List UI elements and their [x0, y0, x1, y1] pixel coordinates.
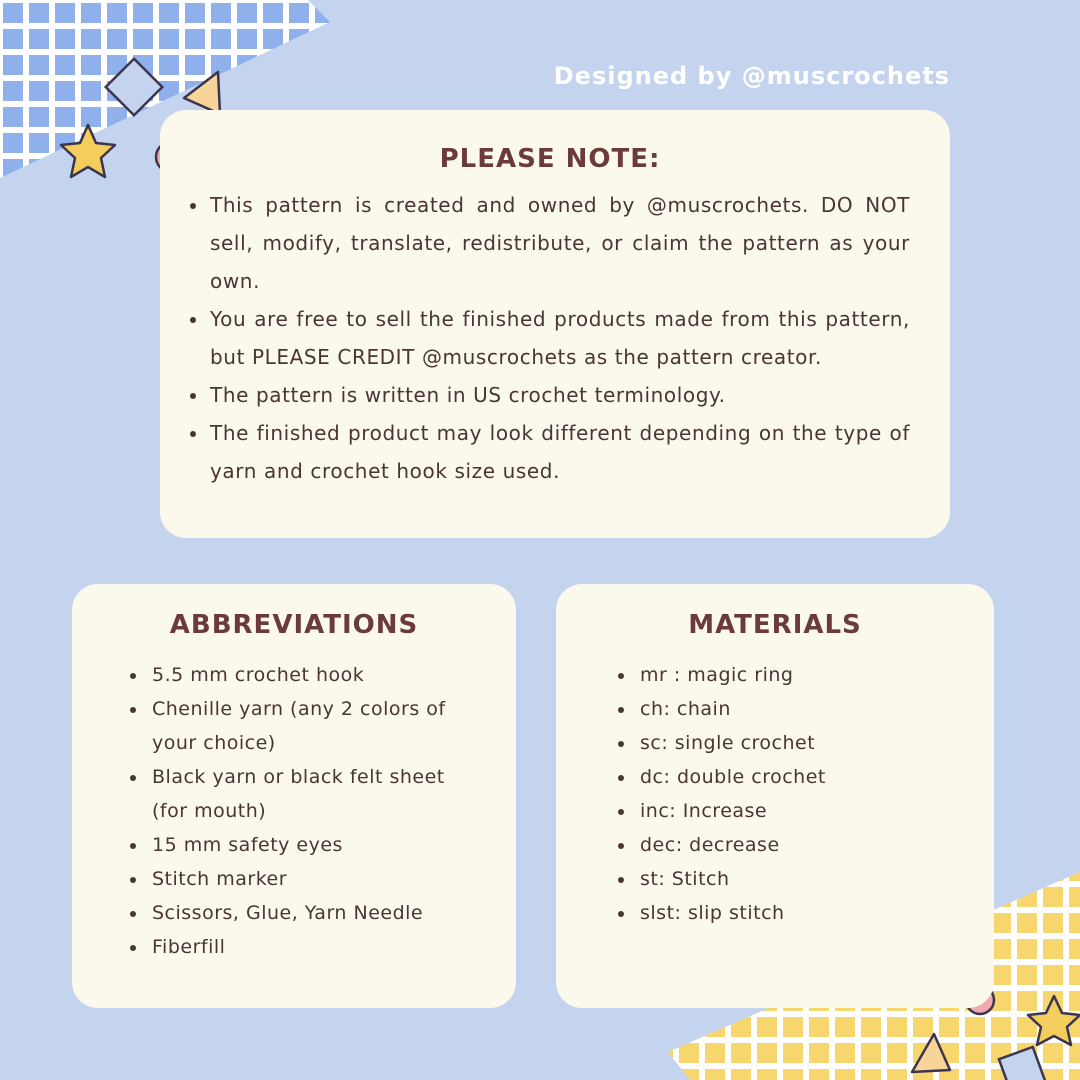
note-item: You are free to sell the finished products made from this pattern, but PLEASE CREDIT @muscrochets as the pattern creator.: [190, 300, 910, 376]
note-list: [190, 186, 910, 490]
abbreviation-item: Fiberfill: [130, 930, 486, 964]
abbreviations-title: ABBREVIATIONS: [169, 610, 419, 640]
please-note-card: [160, 110, 950, 538]
material-item: ch: chain: [618, 692, 964, 726]
note-item: The finished product may look different depending on the type of yarn and crochet hook size used.: [190, 414, 910, 490]
abbreviation-item: 5.5 mm crochet hook: [130, 658, 486, 692]
materials-card: [556, 584, 994, 1008]
material-item: sc: single crochet: [618, 726, 964, 760]
please-note-title: PLEASE NOTE:: [439, 144, 661, 174]
note-item: This pattern is created and owned by @muscrochets. DO NOT sell, modify, translate, redistribute, or claim the pattern as your own.: [190, 186, 910, 300]
designer-credit: Designed by @muscrochets: [553, 62, 950, 90]
material-item: dc: double crochet: [618, 760, 964, 794]
abbreviation-item: Scissors, Glue, Yarn Needle: [130, 896, 486, 930]
material-item: dec: decrease: [618, 828, 964, 862]
material-item: mr : magic ring: [618, 658, 964, 692]
abbreviation-item: Stitch marker: [130, 862, 486, 896]
material-item: inc: Increase: [618, 794, 964, 828]
materials-list: [618, 658, 964, 930]
material-item: slst: slip stitch: [618, 896, 964, 930]
note-item: The pattern is written in US crochet terminology.: [190, 376, 910, 414]
material-item: st: Stitch: [618, 862, 964, 896]
abbreviation-item: Chenille yarn (any 2 colors of your choice): [130, 692, 486, 760]
abbreviations-list: [130, 658, 486, 964]
abbreviation-item: Black yarn or black felt sheet (for mouth): [130, 760, 486, 828]
abbreviation-item: 15 mm safety eyes: [130, 828, 486, 862]
abbreviations-card: [72, 584, 516, 1008]
materials-title: MATERIALS: [688, 610, 862, 640]
